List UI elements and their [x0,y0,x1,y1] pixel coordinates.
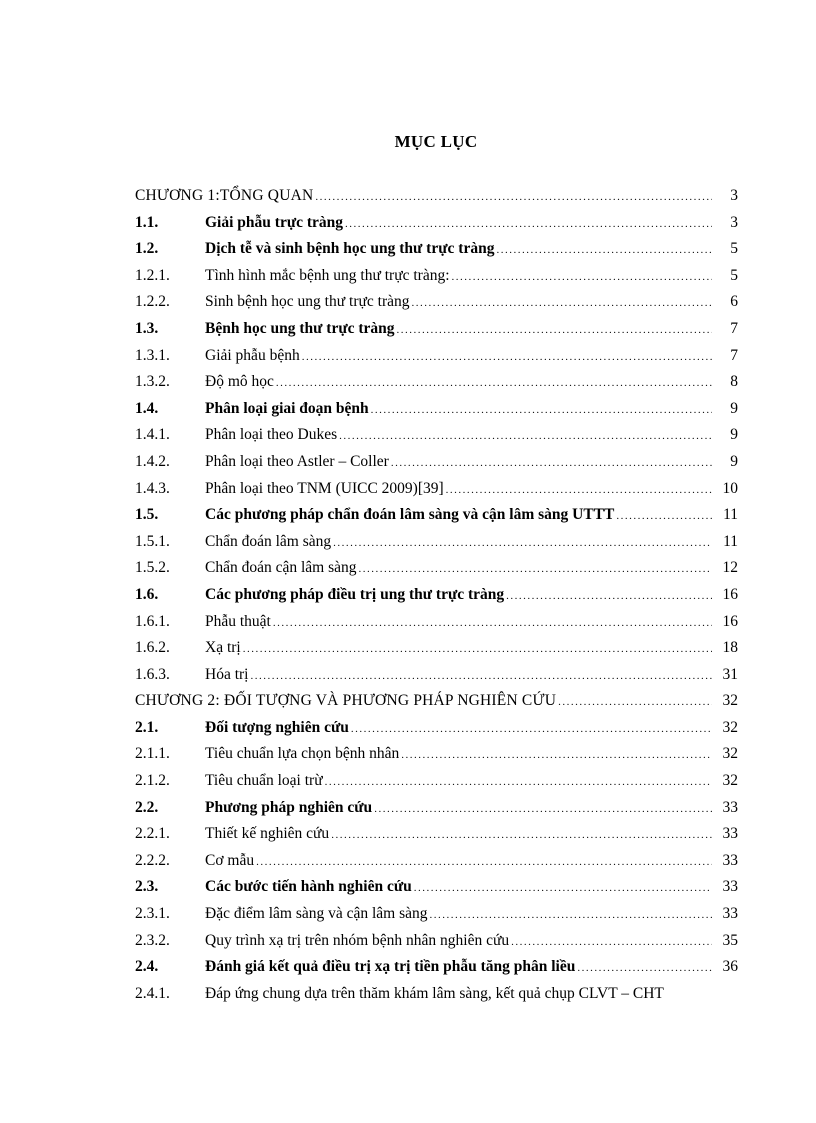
toc-dot-leader [315,191,712,203]
toc-entry-label: Chẩn đoán lâm sàng [205,532,332,550]
toc-page-number: 32 [722,772,738,790]
toc-page-number: 33 [722,851,738,869]
toc-page-number: 9 [730,399,738,417]
toc-entry[interactable] [135,719,738,746]
toc-entry-number: 1.6.3. [135,665,170,683]
toc-entry-number: 1.4.3. [135,479,170,497]
toc-entry-label: Đặc điểm lâm sàng và cận lâm sàng [205,905,428,923]
toc-entry-label: Dịch tễ và sinh bệnh học ung thư trực tràng [205,240,495,258]
toc-dot-leader [273,617,712,629]
toc-dot-leader [577,962,712,974]
toc-entry[interactable] [135,426,738,453]
toc-dot-leader [256,856,712,868]
toc-entry[interactable] [135,453,738,480]
toc-entry-label: Giải phẫu bệnh [205,346,300,364]
toc-entry[interactable] [135,320,738,347]
toc-entry-number: 2.4.1. [135,984,170,1002]
toc-entry[interactable] [135,373,738,400]
toc-entry[interactable] [135,745,738,772]
toc-entry-label: Phân loại giai đoạn bệnh [205,399,369,417]
page-title: MỤC LỤC [394,132,478,151]
toc-entry-label: Thiết kế nghiên cứu [205,825,330,843]
toc-entry-label: Đáp ứng chung dựa trên thăm khám lâm sàng, kết quả chụp CLVT – CHT [205,984,664,1002]
toc-dot-leader [446,484,712,496]
toc-entry-label: Phương pháp nghiên cứu [205,798,373,816]
toc-page-number: 33 [722,798,738,816]
toc-entry-number: 2.3.2. [135,931,170,949]
toc-entry[interactable] [135,692,738,719]
toc-page-number: 16 [722,585,738,603]
toc-page-number: 33 [722,905,738,923]
toc-dot-leader [250,670,712,682]
toc-page-number: 32 [722,718,738,736]
toc-dot-leader [333,537,712,549]
toc-dot-leader [430,909,712,921]
toc-entry-number: 2.3.1. [135,905,170,923]
toc-entry[interactable] [135,293,738,320]
toc-entry-label: Cơ mẫu [205,851,255,869]
toc-entry-number: 1.3.1. [135,346,170,364]
toc-entry-number: 1.5.1. [135,532,170,550]
toc-entry[interactable] [135,533,738,560]
toc-dot-leader [339,430,712,442]
toc-entry[interactable] [135,400,738,427]
toc-page-number: 9 [730,426,738,444]
toc-entry-number: 1.6.1. [135,612,170,630]
toc-entry-label: Tiêu chuẩn loại trừ [205,772,323,790]
toc-entry[interactable] [135,214,738,241]
toc-entry[interactable] [135,772,738,799]
toc-entry-label: Các bước tiến hành nghiên cứu [205,878,412,896]
toc-entry-number: 2.2. [135,798,159,816]
toc-entry-label: Quy trình xạ trị trên nhóm bệnh nhân nghiên cứu [205,931,510,949]
toc-entry-number: 2.2.2. [135,851,170,869]
toc-entry-label: Phân loại theo Astler – Coller [205,452,389,470]
toc-dot-leader [331,829,712,841]
toc-dot-leader [374,803,712,815]
toc-entry-label: Sinh bệnh học ung thư trực tràng [205,293,410,311]
toc-dot-leader [351,723,712,735]
toc-page-number: 3 [730,187,738,204]
toc-entry-label: Các phương pháp điều trị ung thư trực tràng [205,585,505,603]
toc-page-number: 18 [722,639,738,657]
toc-page-number: 35 [722,931,738,949]
toc-entry-number: 1.3.2. [135,373,170,391]
toc-entry-number: 1.2. [135,240,159,258]
toc-entry-label: Độ mô học [205,373,274,391]
toc-page-number: 5 [730,266,738,284]
toc-entry[interactable] [135,852,738,879]
toc-dot-leader [558,696,712,708]
toc-entry-number: 1.2.1. [135,266,170,284]
toc-entry[interactable] [135,825,738,852]
toc-entry-number: 2.1.2. [135,772,170,790]
toc-page-number: 31 [722,665,738,683]
toc-entry-number: 1.5.2. [135,559,170,577]
toc-entry[interactable] [135,559,738,586]
toc-dot-leader [616,510,712,522]
toc-entry-number: 2.2.1. [135,825,170,843]
toc-entry-number: 2.4. [135,958,159,976]
toc-entry-label: Bệnh học ung thư trực tràng [205,319,395,337]
toc-dot-leader [371,404,712,416]
toc-entry-number: 2.3. [135,878,159,896]
toc-entry-number: 1.6.2. [135,639,170,657]
toc-entry-label: Tiêu chuẩn lựa chọn bệnh nhân [205,745,400,763]
toc-dot-leader [452,271,712,283]
toc-entry[interactable] [135,958,738,985]
toc-entry-number: 1.5. [135,506,159,524]
toc-entry[interactable] [135,905,738,932]
toc-entry-number: 1.3. [135,319,159,337]
toc-entry-number: 1.2.2. [135,293,170,311]
toc-entry-label: CHƯƠNG 2: ĐỐI TƯỢNG VÀ PHƯƠNG PHÁP NGHIÊN CỨU [135,692,557,710]
toc-page-number: 8 [730,373,738,391]
toc-entry-number: 1.4. [135,399,159,417]
toc-dot-leader [412,297,713,309]
toc-page-number: 10 [722,479,738,497]
toc-entry-label: Phân loại theo Dukes [205,426,338,444]
toc-dot-leader [325,776,712,788]
toc-entry[interactable] [135,639,738,666]
toc-entry-label: Chẩn đoán cận lâm sàng [205,559,357,577]
toc-page-number: 12 [722,559,738,577]
toc-entry-number: 1.4.1. [135,426,170,444]
toc-page-number: 9 [730,452,738,470]
toc-page-number: 11 [723,532,738,550]
toc-entry-number: 1.4.2. [135,452,170,470]
toc-dot-leader [506,590,712,602]
toc-entry-label: Phẫu thuật [205,612,271,630]
toc-page-number: 5 [730,240,738,258]
toc-dot-leader [276,377,712,389]
toc-dot-leader [511,936,712,948]
toc-entry-label: Giải phẫu trực tràng [205,213,344,231]
toc-dot-leader [391,457,712,469]
toc-entry-number: 1.1. [135,213,159,231]
toc-entry[interactable] [135,347,738,374]
toc-page-number: 36 [722,958,738,976]
toc-entry-label: Hóa trị [205,665,249,683]
toc-entry-label: Tình hình mắc bệnh ung thư trực tràng: [205,266,450,284]
toc-entry[interactable] [135,613,738,640]
toc-entry[interactable] [135,240,738,267]
table-of-contents [135,187,738,1011]
toc-page-number: 7 [730,346,738,364]
toc-entry[interactable] [135,666,738,693]
toc-dot-leader [496,244,712,256]
toc-entry-number: 2.1. [135,718,159,736]
toc-entry[interactable] [135,267,738,294]
toc-entry[interactable] [135,506,738,533]
toc-page-number: 33 [722,878,738,896]
toc-entry-label: CHƯƠNG 1:TỔNG QUAN [135,187,314,204]
toc-page-number: 33 [722,825,738,843]
toc-entry-label: Đối tượng nghiên cứu [205,718,349,736]
toc-dot-leader [345,218,712,230]
toc-entry-label: Xạ trị [205,639,241,657]
toc-page-number: 32 [722,692,738,710]
toc-page-number: 6 [730,293,738,311]
toc-page-number: 7 [730,319,738,337]
toc-entry-label: Phân loại theo TNM (UICC 2009)[39] [205,479,444,497]
toc-dot-leader [397,324,712,336]
toc-dot-leader [359,563,712,575]
toc-entry[interactable] [135,480,738,507]
toc-dot-leader [414,882,712,894]
toc-page-number: 11 [723,506,738,524]
toc-entry[interactable] [135,187,738,214]
toc-entry[interactable] [135,586,738,613]
toc-entry-label: Các phương pháp chẩn đoán lâm sàng và cận lâm sàng UTTT [205,506,615,524]
toc-entry-label: Đánh giá kết quả điều trị xạ trị tiền phẫu tăng phân liều [205,958,576,976]
toc-dot-leader [243,643,712,655]
toc-page-number: 32 [722,745,738,763]
toc-entry[interactable] [135,878,738,905]
toc-entry[interactable] [135,932,738,959]
toc-entry-number: 2.1.1. [135,745,170,763]
toc-page-number: 3 [730,213,738,231]
toc-entry[interactable] [135,799,738,826]
toc-dot-leader [401,749,712,761]
toc-page-number: 16 [722,612,738,630]
toc-dot-leader [302,351,712,363]
toc-entry[interactable] [135,985,738,1012]
toc-entry-number: 1.6. [135,585,159,603]
